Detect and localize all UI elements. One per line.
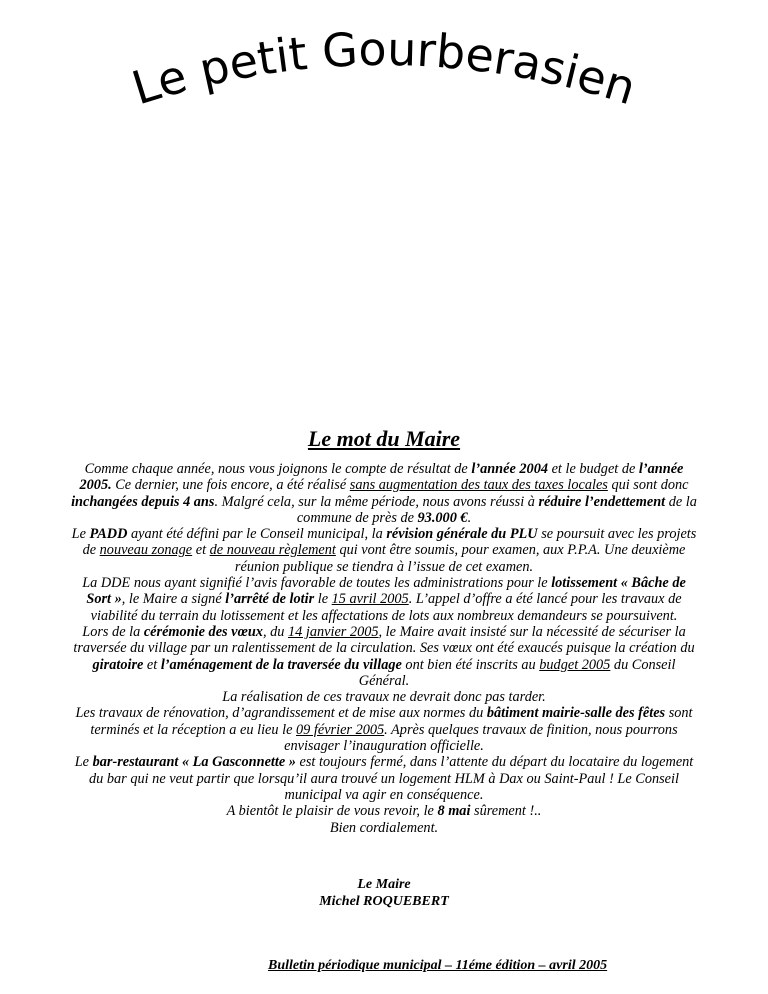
text-run: Le [71,526,90,543]
paragraph [70,705,698,754]
signature-role: Le Maire [357,877,411,892]
paragraph [70,803,698,819]
signature-name: Michel ROQUEBERT [319,894,449,909]
emphasis-text: PADD [89,526,128,543]
paragraph [70,820,698,836]
footer-edition: Bulletin périodique municipal – 11éme édition – avril 2005 [268,958,608,973]
underlined-text: 14 janvier 2005 [287,623,379,640]
text-run: et [192,542,210,559]
text-run: qui sont donc [607,477,689,494]
underlined-text: budget 2005 [539,656,611,673]
emphasis-text: révision générale du PLU [386,526,538,543]
emphasis-text: l’aménagement de la traversée du village [160,656,402,673]
underlined-text: 09 février 2005 [296,721,385,738]
text-run: . Après quelques travaux de finition, nous pourrons envisager l’inauguration officielle. [284,721,678,755]
text-run: La réalisation de ces travaux ne devrait donc pas tarder. [222,689,546,706]
paragraph [70,526,698,575]
emphasis-text: lotissement « Bâche de Sort » [86,575,686,608]
text-run: ont bien été inscrits au [401,656,540,673]
text-run: sont terminés et la réception a eu lieu le [90,705,693,738]
emphasis-text: bâtiment mairie-salle des fêtes [486,705,666,722]
text-run: ayant été défini par le Conseil municipal, la [127,526,387,543]
text-run: et [143,656,161,673]
text-run: de la commune de près de [296,493,697,526]
paragraph [70,754,698,803]
emphasis-text: giratoire [92,656,144,673]
masthead-banner [0,20,768,160]
text-run: , du [262,623,288,640]
underlined-text: sans augmentation des taux des taxes locales [349,477,608,494]
emphasis-text: réduire l’endettement [538,493,666,510]
emphasis-text: 8 mai [437,803,471,820]
underlined-text: de nouveau règlement [209,542,336,559]
text-run: , le Maire avait insisté sur la nécessité de sécuriser la traversée du village par un ralentissement de la circulation. Ses vœux ont été exaucés puisque la création du [73,623,695,657]
emphasis-text: cérémonie des vœux [143,623,263,640]
paragraph [70,461,698,526]
text-run: sûrement !.. [470,803,542,820]
text-run: Les travaux de rénovation, d’agrandissement et de mise aux normes du [75,705,487,722]
underlined-text: nouveau zonage [99,542,193,559]
text-run: Comme chaque année, nous vous joignons le compte de résultat de [84,461,472,477]
text-run: le [314,591,332,608]
emphasis-text: l’année 2005. [79,461,684,494]
emphasis-text: inchangées depuis 4 ans [71,493,215,510]
emphasis-text: l’arrêté de lotir [225,591,315,608]
text-run: est toujours fermé, dans l’attente du départ du locataire du logement du bar qui ne veut partir que lorsqu’il aura trouvé un logement HLM à Dax ou Saint-Paul ! Le Conseil municipal va agir en conséquence. [89,754,694,803]
text-run: Le [74,754,93,771]
masthead-title: Le petit Gourberasien [125,21,643,116]
paragraph [70,624,698,689]
text-run: Bien cordialement. [329,819,439,836]
emphasis-text: l’année 2004 [471,461,548,477]
text-run: Ce dernier, une fois encore, a été réalisé [111,477,350,494]
text-run: Lors de la [82,623,144,640]
text-run: et le budget de [548,461,639,477]
text-run: . L’appel d’offre a été lancé pour les travaux de viabilité du terrain du lotissement et les affectations de lots aux nombreux demandeurs se poursuivent. [90,591,682,624]
emphasis-text: 93.000 € [417,509,468,526]
text-run: . [467,509,472,526]
article-body [70,461,698,836]
emphasis-text: bar-restaurant « La Gasconnette » [92,754,296,771]
underlined-text: 15 avril 2005 [331,591,409,608]
text-run: . Malgré cela, sur la même période, nous avons réussi à [214,493,539,510]
text-run: du Conseil Général. [358,656,676,689]
paragraph [70,689,698,705]
text-run: A bientôt le plaisir de vous revoir, le [226,803,438,820]
signature-block [0,876,768,910]
text-run: qui vont être soumis, pour examen, aux P.P.A. Une deuxième réunion publique se tiendra à l’issue de cet examen. [234,542,686,575]
text-run: , le Maire a signé [121,591,226,608]
text-run: se poursuit avec les projets de [82,526,697,559]
page-title: Le mot du Maire [307,426,461,451]
text-run: La DDE nous ayant signifié l’avis favorable de toutes les administrations pour le [82,575,552,592]
paragraph [70,575,698,624]
